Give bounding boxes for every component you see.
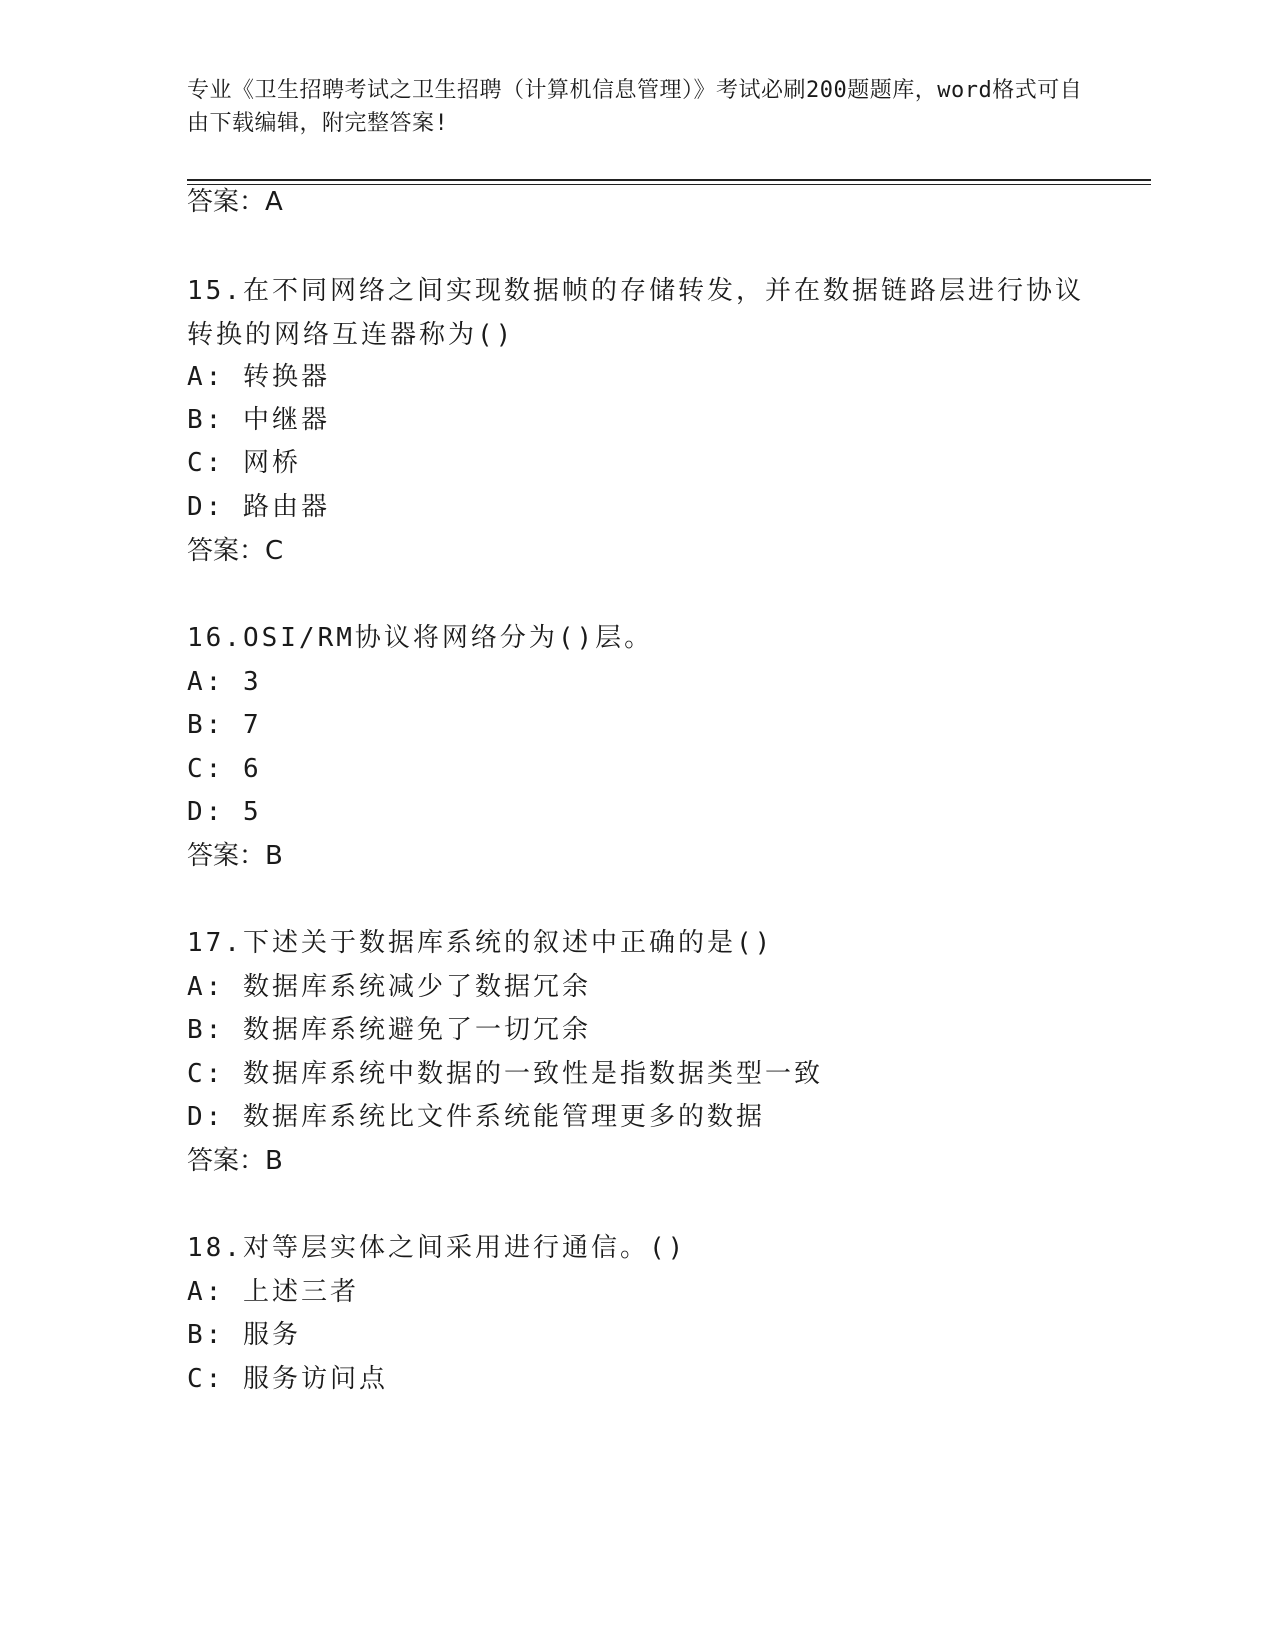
question-15-answer: 答案：C (187, 536, 284, 566)
header-divider-thick (187, 179, 1151, 181)
question-15-option-b: B: 中继器 (187, 405, 330, 435)
question-16-text: 16.OSI/RM协议将网络分为()层。 (187, 623, 654, 653)
question-18-option-a: A: 上述三者 (187, 1277, 359, 1307)
question-16-option-d: D: 5 (187, 797, 262, 827)
header-divider-thin (187, 184, 1151, 185)
question-16-answer: 答案：B (187, 841, 283, 871)
question-16-option-c: C: 6 (187, 754, 262, 784)
question-18-option-b: B: 服务 (187, 1320, 301, 1350)
document-header (187, 74, 1087, 140)
question-17-option-a: A: 数据库系统减少了数据冗余 (187, 972, 591, 1002)
question-16-option-b: B: 7 (187, 710, 262, 740)
question-17-option-b: B: 数据库系统避免了一切冗余 (187, 1015, 591, 1045)
question-15-option-a: A: 转换器 (187, 362, 330, 392)
question-17-text: 17.下述关于数据库系统的叙述中正确的是() (187, 928, 774, 958)
question-15-text: 15.在不同网络之间实现数据帧的存储转发，并在数据链路层进行协议转换的网络互连器称为() (187, 276, 1084, 350)
question-17-option-c: C: 数据库系统中数据的一致性是指数据类型一致 (187, 1059, 823, 1089)
question-18-text: 18.对等层实体之间采用进行通信。() (187, 1233, 687, 1263)
question-16-option-a: A: 3 (187, 667, 262, 697)
header-text: 专业《卫生招聘考试之卫生招聘（计算机信息管理）》考试必刷200题题库，word格式可自由下载编辑，附完整答案! (187, 78, 1083, 136)
question-18-option-c: C: 服务访问点 (187, 1364, 388, 1394)
question-15-option-d: D: 路由器 (187, 492, 330, 522)
question-17-answer: 答案：B (187, 1146, 283, 1176)
previous-answer: 答案：A (187, 187, 283, 217)
question-15-option-c: C: 网桥 (187, 448, 301, 478)
question-17-option-d: D: 数据库系统比文件系统能管理更多的数据 (187, 1102, 765, 1132)
